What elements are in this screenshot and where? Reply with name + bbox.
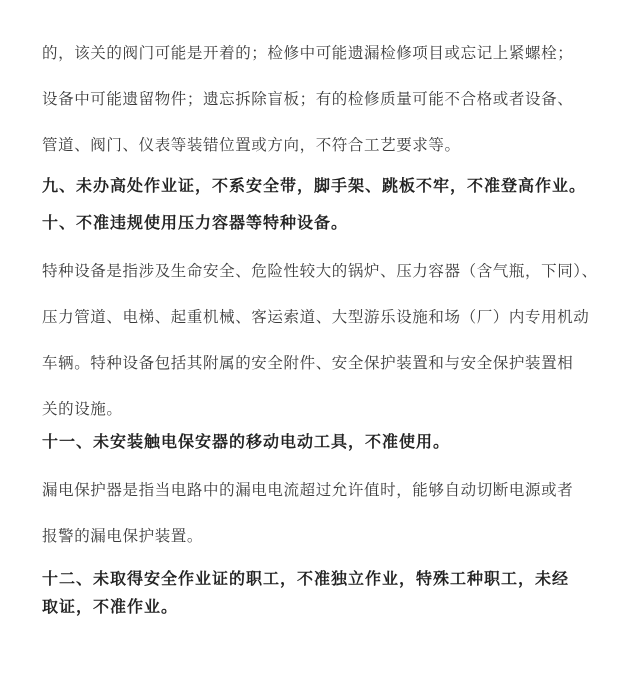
- text-line: 报警的漏电保护装置。: [42, 527, 204, 545]
- heading-rule-12: [42, 563, 569, 622]
- text-line: 特种设备是指涉及生命安全、危险性较大的锅炉、压力容器（含气瓶，下同）、: [42, 262, 598, 280]
- text-line: 漏电保护器是指当电路中的漏电电流超过允许值时，能够自动切断电源或者: [42, 481, 574, 499]
- text-line: 的，该关的阀门可能是开着的；检修中可能遗漏检修项目或忘记上紧螺栓；: [42, 44, 574, 62]
- heading-text: 十、不准违规使用压力容器等特种设备。: [42, 213, 349, 232]
- text-line: 设备中可能遗留物件；遗忘拆除盲板；有的检修质量可能不合格或者设备、: [42, 90, 574, 108]
- paragraph-special-equipment: [42, 256, 598, 425]
- heading-rule-9: [42, 170, 586, 201]
- text-line: 车辆。特种设备包括其附属的安全附件、安全保护装置和与安全保护装置相: [42, 354, 574, 372]
- heading-text: 九、未办高处作业证，不系安全带，脚手架、跳板不牢，不准登高作业。: [42, 176, 587, 195]
- paragraph-leakage-protector: [42, 475, 573, 552]
- text-line: 压力管道、电梯、起重机械、客运索道、大型游乐设施和场（厂）内专用机动: [42, 308, 590, 326]
- text-line: 管道、阀门、仪表等装错位置或方向，不符合工艺要求等。: [42, 136, 461, 154]
- text-line: 关的设施。: [42, 400, 123, 418]
- heading-text: 十一、未安装触电保安器的移动电动工具，不准使用。: [42, 432, 451, 451]
- heading-rule-10: [42, 207, 348, 238]
- heading-text: 十二、未取得安全作业证的职工，不准独立作业，特殊工种职工，未经: [42, 569, 570, 588]
- heading-rule-11: [42, 426, 450, 457]
- heading-text: 取证，不准作业。: [42, 597, 179, 616]
- paragraph-maintenance-risks: [42, 38, 573, 161]
